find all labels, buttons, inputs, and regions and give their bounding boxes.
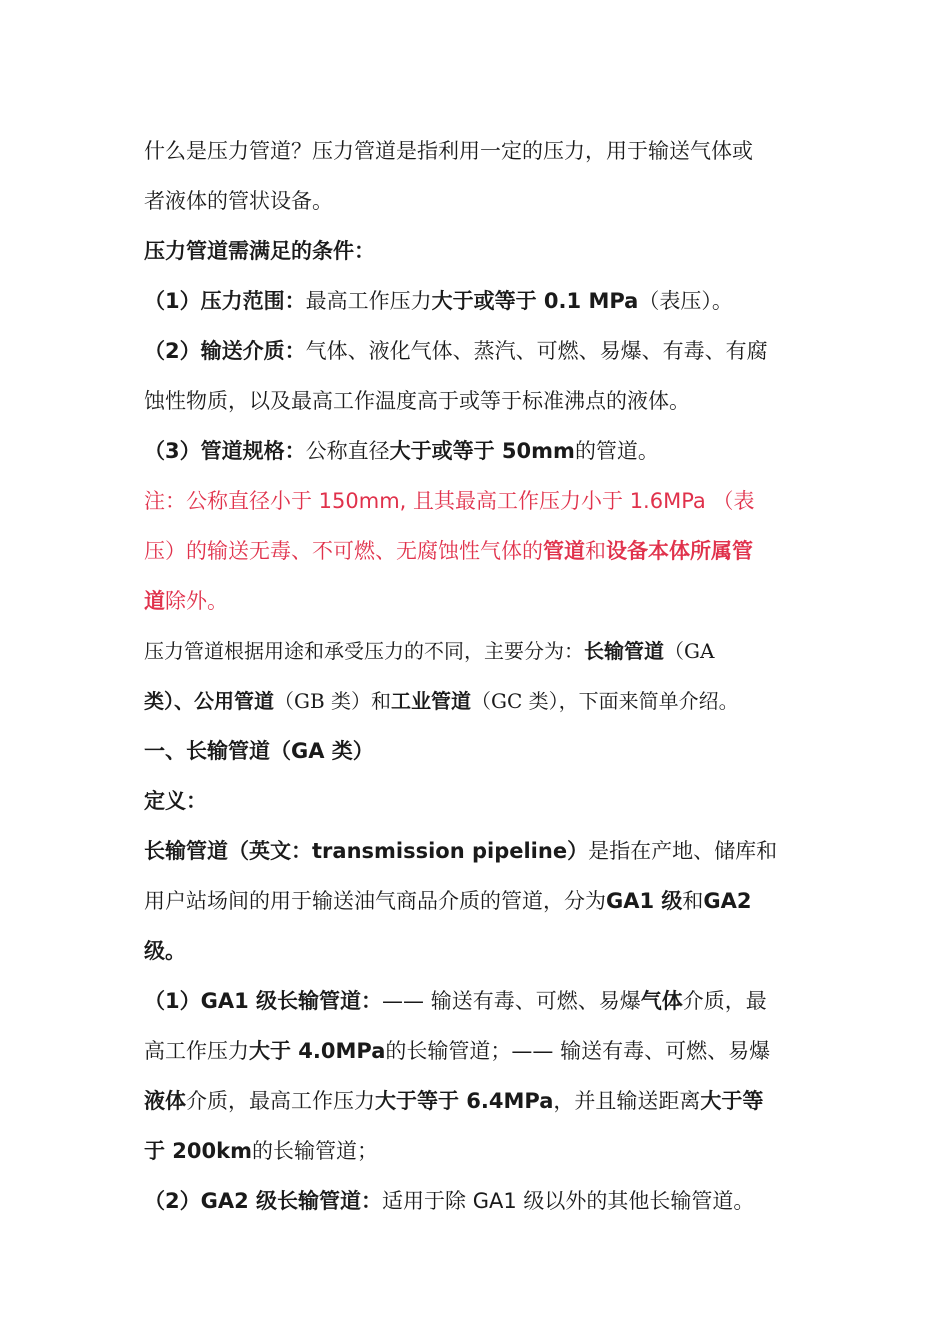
condition-3-text-c: 的管道。 [574,439,659,463]
classification-line-1 [144,626,714,676]
ga1-text-1b: 气体 [640,989,683,1013]
condition-3-text-b: 大于或等于 50mm [389,439,575,463]
condition-1-text-b: 大于或等于 0.1 MPa [431,289,639,313]
condition-1-text-a: 最高工作压力 [305,289,432,313]
intro-text-2: 者液体的管状设备。 [144,189,333,213]
ga1-text-1a: —— 输送有毒、可燃、易爆 [382,989,641,1013]
intro-text-1: 什么是压力管道？压力管道是指利用一定的压力，用于输送气体或 [144,139,753,163]
note-text-2d: 设备本体所属管 [606,539,753,563]
conditions-heading [144,226,375,276]
condition-3 [144,426,659,476]
definition-text-1a: 长输管道（英文：transmission pipeline） [144,839,589,863]
condition-2-text-a: 气体、液化气体、蒸汽、可燃、易爆、有毒、有腐 [305,339,768,363]
ga1-line-4 [144,1126,378,1176]
definition-text-1b: 是指在产地、储库和 [588,839,778,863]
intro-line-1 [144,126,753,176]
note-text-2c: 和 [585,539,606,563]
note-line-2 [144,526,753,576]
condition-1-text-c: （表压）。 [638,289,733,313]
definition-text-2d: GA2 [703,889,752,913]
definition-line-3 [144,926,186,976]
ga2-text: 适用于除 GA1 级以外的其他长输管道。 [382,1189,755,1213]
ga1-line-3 [144,1076,763,1126]
note-text-2b: 管道 [543,539,585,563]
classification-text-2d: 和 [371,689,392,713]
definition-line-2 [144,876,752,926]
definition-text-2a: 用户站场间的用于输送油气商品介质的管道，分为 [144,889,606,913]
classification-text-2a: 类）、 [144,689,194,713]
condition-1 [144,276,733,326]
ga1-text-2a: 高工作压力 [144,1039,249,1063]
condition-2 [144,326,768,376]
classification-text-1a: 压力管道根据用途和承受压力的不同，主要分为： [144,639,584,663]
definition-label [144,776,207,826]
condition-2-cont [144,376,690,426]
ga1-text-3d: ，并且输送距离 [553,1089,701,1113]
ga1-text-2c: 的长输管道；—— 输送有毒、可燃、易爆 [385,1039,771,1063]
section-heading-ga [144,726,374,776]
ga1-text-3b: 介质，最高工作压力 [186,1089,375,1113]
conditions-heading-text: 压力管道需满足的条件： [144,239,375,263]
ga2-label: （2）GA2 级长输管道： [144,1189,383,1213]
condition-2-text-b: 蚀性物质，以及最高工作温度高于或等于标准沸点的液体。 [144,389,690,413]
definition-text-2b: GA1 级 [606,889,683,913]
note-text-1: 注：公称直径小于 150mm, 且其最高工作压力小于 1.6MPa （表 [144,489,755,513]
ga1-text-3e: 大于等 [700,1089,764,1113]
classification-text-1c: （GA [664,639,715,663]
classification-line-2 [144,676,739,726]
note-text-3a: 道 [144,589,165,613]
section-heading-ga-text: 一、长输管道（GA 类） [144,739,374,763]
ga1-text-2b: 大于 4.0MPa [249,1039,386,1063]
definition-text-2c: 和 [682,889,704,913]
ga1-text-3c: 大于等于 6.4MPa [375,1089,554,1113]
classification-text-1b: 长输管道 [584,639,664,663]
classification-text-2f: （GC 类）， [471,689,579,713]
condition-3-text-a: 公称直径 [305,439,390,463]
ga1-text-3a: 液体 [144,1089,186,1113]
ga1-label: （1）GA1 级长输管道： [144,989,383,1013]
note-line-3 [144,576,228,626]
ga1-text-4a: 于 200km [144,1139,252,1163]
ga1-line-2 [144,1026,770,1076]
condition-3-label: （3）管道规格： [144,439,306,463]
ga1-line-1 [144,976,767,1026]
ga1-text-1c: 介质，最 [682,989,767,1013]
classification-text-2b: 公用管道 [194,689,274,713]
note-line-1 [144,476,754,526]
classification-text-2g: 下面来简单介绍。 [578,689,739,713]
note-text-2a: 压）的输送无毒、不可燃、无腐蚀性气体的 [144,539,543,563]
definition-text-3: 级。 [144,939,186,963]
ga2-line [144,1176,754,1226]
ga1-text-4b: 的长输管道； [252,1139,378,1163]
definition-line-1 [144,826,777,876]
classification-text-2e: 工业管道 [391,689,472,713]
classification-text-2c: （GB 类） [274,689,372,713]
definition-label-text: 定义： [144,789,207,813]
condition-2-label: （2）输送介质： [144,339,306,363]
condition-1-label: （1）压力范围： [144,289,306,313]
note-text-3b: 除外。 [165,589,228,613]
intro-line-2 [144,176,333,226]
